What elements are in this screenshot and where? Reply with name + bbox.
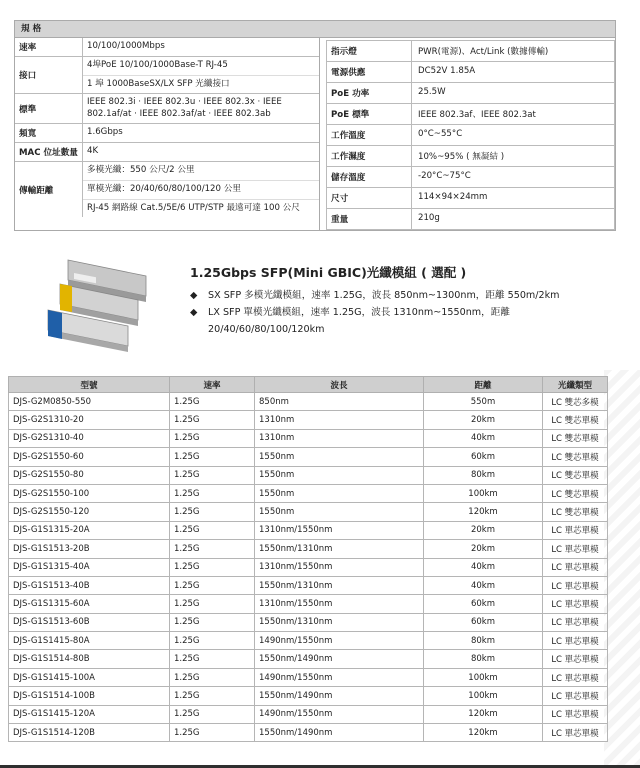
spec-value: -20°C~75°C xyxy=(418,171,471,181)
spec-key: PoE 標準 xyxy=(327,104,412,124)
distance-cell: 20km xyxy=(424,521,543,539)
table-row xyxy=(9,540,608,558)
table-row xyxy=(9,521,608,539)
distance-cell: 100km xyxy=(424,687,543,705)
spec-key: 工作溫度 xyxy=(327,125,412,145)
distance-cell: 60km xyxy=(424,613,543,631)
wavelength-cell: 1490nm/1550nm xyxy=(255,668,424,686)
fiber-type-cell: LC 單芯單模 xyxy=(543,521,608,539)
rate-cell: 1.25G xyxy=(170,595,255,613)
spec-value: DC52V 1.85A xyxy=(418,66,476,76)
rate-cell: 1.25G xyxy=(170,613,255,631)
wavelength-cell: 1550nm/1310nm xyxy=(255,576,424,594)
rate-cell: 1.25G xyxy=(170,705,255,723)
distance-cell: 120km xyxy=(424,724,543,742)
spec-key: 重量 xyxy=(327,209,412,229)
wavelength-cell: 1550nm/1490nm xyxy=(255,687,424,705)
table-row xyxy=(9,558,608,576)
wavelength-cell: 1310nm/1550nm xyxy=(255,595,424,613)
bullet-text: SX SFP 多模光纖模組，速率 1.25G，波長 850nm~1300nm，距離 550m/2km xyxy=(208,290,560,301)
model-cell: DJS-G1S1415-100A xyxy=(9,668,170,686)
sfp-module-image xyxy=(38,254,154,358)
spec-row xyxy=(326,125,615,146)
spec-row xyxy=(326,188,615,209)
fiber-type-cell: LC 雙芯單模 xyxy=(543,429,608,447)
models-table xyxy=(8,376,608,742)
fiber-type-cell: LC 單芯單模 xyxy=(543,668,608,686)
spec-row xyxy=(326,167,615,188)
spec-key: 儲存溫度 xyxy=(327,167,412,187)
spec-value: PWR(電源)、Act/Link (數據傳輸) xyxy=(418,47,549,57)
wavelength-cell: 1490nm/1550nm xyxy=(255,632,424,650)
model-cell: DJS-G2S1310-20 xyxy=(9,411,170,429)
rate-cell: 1.25G xyxy=(170,448,255,466)
table-row xyxy=(9,393,608,411)
fiber-type-cell: LC 雙芯單模 xyxy=(543,448,608,466)
bullet-text: LX SFP 單模光纖模組，速率 1.25G，波長 1310nm~1550nm，距離 20/40/60/80/100/120km xyxy=(208,306,510,335)
spec-row xyxy=(326,146,615,167)
table-row xyxy=(9,576,608,594)
distance-cell: 120km xyxy=(424,503,543,521)
rate-cell: 1.25G xyxy=(170,466,255,484)
model-cell: DJS-G1S1513-60B xyxy=(9,613,170,631)
spec-row xyxy=(326,62,615,83)
fiber-type-cell: LC 單芯單模 xyxy=(543,632,608,650)
spec-key: 接口 xyxy=(15,57,83,93)
fiber-type-cell: LC 單芯單模 xyxy=(543,687,608,705)
spec-key: 速率 xyxy=(15,38,83,56)
fiber-type-cell: LC 單芯單模 xyxy=(543,540,608,558)
bullet-diamond-icon: ◆ xyxy=(190,290,198,301)
model-cell: DJS-G2S1550-80 xyxy=(9,466,170,484)
spec-left-column xyxy=(15,38,320,230)
rate-cell: 1.25G xyxy=(170,429,255,447)
fiber-type-cell: LC 單芯單模 xyxy=(543,724,608,742)
spec-key: 電源供應 xyxy=(327,62,412,82)
table-row xyxy=(9,429,608,447)
table-row xyxy=(9,484,608,502)
column-header: 距離 xyxy=(424,377,543,393)
bullet-item xyxy=(190,288,610,305)
bullet-item xyxy=(190,305,610,339)
model-cell: DJS-G1S1415-80A xyxy=(9,632,170,650)
rate-cell: 1.25G xyxy=(170,503,255,521)
wavelength-cell: 1310nm/1550nm xyxy=(255,521,424,539)
wavelength-cell: 1310nm xyxy=(255,429,424,447)
wavelength-cell: 1550nm xyxy=(255,466,424,484)
column-header: 波長 xyxy=(255,377,424,393)
fiber-type-cell: LC 單芯單模 xyxy=(543,576,608,594)
column-header: 速率 xyxy=(170,377,255,393)
wavelength-cell: 1550nm/1310nm xyxy=(255,613,424,631)
spec-value: 單模光纖：20/40/60/80/100/120 公里 xyxy=(83,181,319,200)
spec-key: MAC 位址數量 xyxy=(15,143,83,161)
spec-row xyxy=(326,104,615,125)
model-cell: DJS-G2S1550-60 xyxy=(9,448,170,466)
spec-row xyxy=(15,38,319,57)
wavelength-cell: 1550nm xyxy=(255,448,424,466)
table-row xyxy=(9,411,608,429)
wavelength-cell: 850nm xyxy=(255,393,424,411)
rate-cell: 1.25G xyxy=(170,411,255,429)
table-row xyxy=(9,650,608,668)
wavelength-cell: 1550nm xyxy=(255,503,424,521)
model-cell: DJS-G1S1415-120A xyxy=(9,705,170,723)
spec-row xyxy=(15,143,319,162)
fiber-type-cell: LC 單芯單模 xyxy=(543,595,608,613)
spec-row xyxy=(15,57,319,94)
spec-value: 114×94×24mm xyxy=(418,192,488,202)
spec-header: 規 格 xyxy=(15,21,615,38)
model-cell: DJS-G1S1513-20B xyxy=(9,540,170,558)
spec-key: 指示燈 xyxy=(327,41,412,61)
fiber-type-cell: LC 雙芯多模 xyxy=(543,393,608,411)
distance-cell: 20km xyxy=(424,411,543,429)
decorative-background-stripes xyxy=(604,370,640,768)
fiber-type-cell: LC 雙芯單模 xyxy=(543,503,608,521)
spec-key: 尺寸 xyxy=(327,188,412,208)
fiber-type-cell: LC 單芯單模 xyxy=(543,558,608,576)
wavelength-cell: 1490nm/1550nm xyxy=(255,705,424,723)
wavelength-cell: 1550nm/1310nm xyxy=(255,540,424,558)
model-cell: DJS-G1S1315-60A xyxy=(9,595,170,613)
distance-cell: 80km xyxy=(424,632,543,650)
spec-key: 標準 xyxy=(15,94,83,123)
rate-cell: 1.25G xyxy=(170,393,255,411)
spec-row xyxy=(326,209,615,230)
sfp-bullets xyxy=(190,288,610,338)
rate-cell: 1.25G xyxy=(170,687,255,705)
wavelength-cell: 1550nm/1490nm xyxy=(255,650,424,668)
sfp-title: 1.25Gbps SFP(Mini GBIC)光纖模組 ( 選配 ) xyxy=(190,265,467,280)
spec-row xyxy=(326,40,615,62)
fiber-type-cell: LC 雙芯單模 xyxy=(543,484,608,502)
model-cell: DJS-G1S1514-100B xyxy=(9,687,170,705)
fiber-type-cell: LC 單芯單模 xyxy=(543,650,608,668)
distance-cell: 60km xyxy=(424,448,543,466)
column-header: 型號 xyxy=(9,377,170,393)
table-row xyxy=(9,632,608,650)
table-row xyxy=(9,595,608,613)
spec-value: 210g xyxy=(418,213,440,223)
fiber-type-cell: LC 雙芯單模 xyxy=(543,411,608,429)
spec-row xyxy=(15,94,319,124)
rate-cell: 1.25G xyxy=(170,521,255,539)
spec-value: 1.6Gbps xyxy=(87,127,123,138)
table-row xyxy=(9,448,608,466)
distance-cell: 40km xyxy=(424,576,543,594)
spec-key: PoE 功率 xyxy=(327,83,412,103)
column-header: 光纖類型 xyxy=(543,377,608,393)
spec-value: 4K xyxy=(87,146,99,157)
table-row xyxy=(9,687,608,705)
model-cell: DJS-G2S1310-40 xyxy=(9,429,170,447)
fiber-type-cell: LC 單芯單模 xyxy=(543,705,608,723)
spec-value: 25.5W xyxy=(418,87,446,97)
spec-value: 10%~95% ( 無凝結 ) xyxy=(418,152,505,162)
bullet-diamond-icon: ◆ xyxy=(190,306,198,318)
model-cell: DJS-G2S1550-120 xyxy=(9,503,170,521)
model-cell: DJS-G2S1550-100 xyxy=(9,484,170,502)
spec-key: 頻寬 xyxy=(15,124,83,142)
distance-cell: 100km xyxy=(424,668,543,686)
models-table-body xyxy=(9,393,608,742)
rate-cell: 1.25G xyxy=(170,632,255,650)
distance-cell: 100km xyxy=(424,484,543,502)
distance-cell: 80km xyxy=(424,650,543,668)
rate-cell: 1.25G xyxy=(170,650,255,668)
distance-cell: 40km xyxy=(424,558,543,576)
spec-key: 工作濕度 xyxy=(327,146,412,166)
spec-right-column xyxy=(320,38,615,230)
wavelength-cell: 1310nm/1550nm xyxy=(255,558,424,576)
distance-cell: 40km xyxy=(424,429,543,447)
distance-cell: 550m xyxy=(424,393,543,411)
model-cell: DJS-G1S1315-40A xyxy=(9,558,170,576)
distance-cell: 80km xyxy=(424,466,543,484)
table-row xyxy=(9,613,608,631)
wavelength-cell: 1550nm xyxy=(255,484,424,502)
model-cell: DJS-G1S1513-40B xyxy=(9,576,170,594)
spec-value: 4埠PoE 10/100/1000Base-T RJ-45 xyxy=(83,57,319,76)
rate-cell: 1.25G xyxy=(170,724,255,742)
rate-cell: 1.25G xyxy=(170,558,255,576)
spec-value: IEEE 802.3af、IEEE 802.3at xyxy=(418,110,536,120)
spec-value: 多模光纖：550 公尺/2 公里 xyxy=(83,162,319,181)
spec-value: IEEE 802.3i · IEEE 802.3u · IEEE 802.3x · IEEE 802.1af/at · IEEE 802.3af/at · IEEE 802.3ab xyxy=(87,97,282,119)
table-row xyxy=(9,668,608,686)
table-row xyxy=(9,503,608,521)
model-cell: DJS-G1S1315-20A xyxy=(9,521,170,539)
distance-cell: 60km xyxy=(424,595,543,613)
fiber-type-cell: LC 單芯單模 xyxy=(543,613,608,631)
distance-cell: 120km xyxy=(424,705,543,723)
distance-cell: 20km xyxy=(424,540,543,558)
spec-value: 0°C~55°C xyxy=(418,129,463,139)
table-row xyxy=(9,724,608,742)
spec-value: 10/100/1000Mbps xyxy=(87,41,165,51)
table-row xyxy=(9,466,608,484)
spec-row xyxy=(15,162,319,217)
wavelength-cell: 1550nm/1490nm xyxy=(255,724,424,742)
spec-key: 傳輸距離 xyxy=(15,162,83,217)
spec-table xyxy=(14,20,616,231)
rate-cell: 1.25G xyxy=(170,576,255,594)
spec-value: RJ-45 網路線 Cat.5/5E/6 UTP/STP 最遠可達 100 公尺 xyxy=(87,202,300,213)
rate-cell: 1.25G xyxy=(170,668,255,686)
table-row xyxy=(9,705,608,723)
model-cell: DJS-G1S1514-80B xyxy=(9,650,170,668)
spec-value: 1 埠 1000BaseSX/LX SFP 光纖接口 xyxy=(87,78,230,89)
rate-cell: 1.25G xyxy=(170,484,255,502)
model-cell: DJS-G2M0850-550 xyxy=(9,393,170,411)
spec-row xyxy=(326,83,615,104)
rate-cell: 1.25G xyxy=(170,540,255,558)
wavelength-cell: 1310nm xyxy=(255,411,424,429)
table-header-row xyxy=(9,377,608,393)
model-cell: DJS-G1S1514-120B xyxy=(9,724,170,742)
spec-row xyxy=(15,124,319,143)
fiber-type-cell: LC 雙芯單模 xyxy=(543,466,608,484)
